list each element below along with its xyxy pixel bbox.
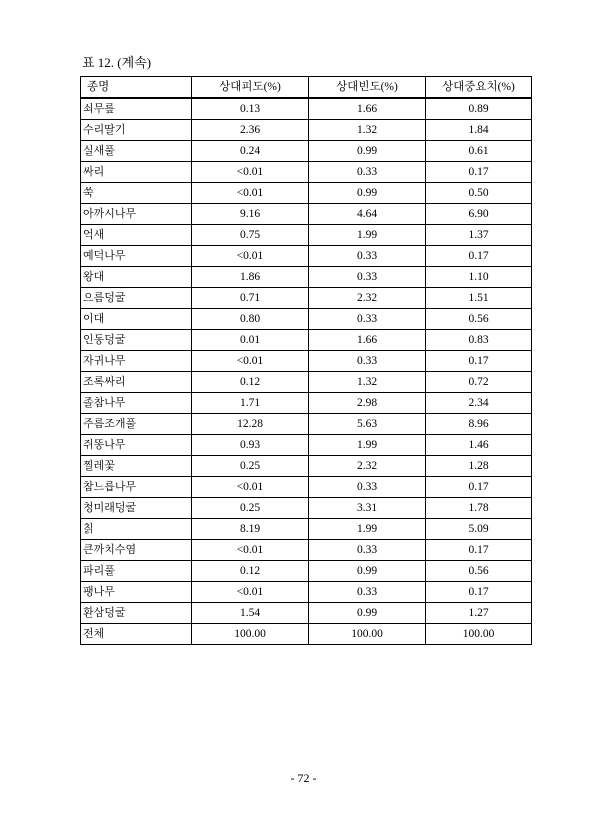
cell-relative-frequency: 0.33	[309, 246, 426, 267]
cell-relative-frequency: 1.66	[309, 98, 426, 120]
table-row	[81, 561, 532, 582]
table-row	[81, 477, 532, 498]
table-row	[81, 372, 532, 393]
cell-relative-coverage: 9.16	[192, 204, 309, 225]
cell-relative-frequency: 0.99	[309, 183, 426, 204]
table-total-row	[81, 624, 532, 645]
cell-relative-coverage: <0.01	[192, 582, 309, 603]
cell-species-name: 환삼덩굴	[81, 603, 192, 624]
cell-relative-importance: 0.17	[426, 540, 532, 561]
cell-relative-frequency: 0.33	[309, 582, 426, 603]
cell-species-name: 자귀나무	[81, 351, 192, 372]
cell-relative-coverage: <0.01	[192, 246, 309, 267]
cell-relative-importance: 1.10	[426, 267, 532, 288]
cell-relative-frequency: 2.32	[309, 456, 426, 477]
cell-relative-frequency: 0.33	[309, 267, 426, 288]
cell-relative-coverage: 1.86	[192, 267, 309, 288]
cell-species-name: 수리딸기	[81, 120, 192, 141]
cell-relative-coverage: 0.01	[192, 330, 309, 351]
cell-species-name: 참느릅나무	[81, 477, 192, 498]
cell-relative-coverage: 1.54	[192, 603, 309, 624]
cell-species-name: 팽나무	[81, 582, 192, 603]
table-row	[81, 603, 532, 624]
table-row	[81, 498, 532, 519]
table-row	[81, 98, 532, 120]
cell-relative-importance: 0.61	[426, 141, 532, 162]
cell-relative-frequency: 1.99	[309, 435, 426, 456]
cell-relative-coverage: 100.00	[192, 624, 309, 645]
cell-relative-coverage: 2.36	[192, 120, 309, 141]
cell-species-name: 찔레꽃	[81, 456, 192, 477]
table-row	[81, 183, 532, 204]
cell-relative-frequency: 5.63	[309, 414, 426, 435]
cell-relative-coverage: 0.25	[192, 498, 309, 519]
species-importance-table	[80, 76, 532, 645]
table-row	[81, 519, 532, 540]
table-row	[81, 582, 532, 603]
cell-relative-frequency: 0.33	[309, 477, 426, 498]
cell-relative-importance: 0.56	[426, 561, 532, 582]
cell-relative-coverage: 0.13	[192, 98, 309, 120]
cell-relative-coverage: <0.01	[192, 183, 309, 204]
cell-relative-coverage: 0.75	[192, 225, 309, 246]
cell-relative-importance: 0.56	[426, 309, 532, 330]
cell-relative-importance: 100.00	[426, 624, 532, 645]
cell-relative-coverage: 0.93	[192, 435, 309, 456]
cell-relative-frequency: 1.66	[309, 330, 426, 351]
cell-relative-frequency: 0.33	[309, 162, 426, 183]
cell-species-name: 파리풀	[81, 561, 192, 582]
cell-species-name: 싸리	[81, 162, 192, 183]
cell-species-name: 예덕나무	[81, 246, 192, 267]
table-row	[81, 288, 532, 309]
cell-relative-frequency: 0.99	[309, 141, 426, 162]
cell-relative-importance: 1.28	[426, 456, 532, 477]
cell-species-name: 전체	[81, 624, 192, 645]
cell-species-name: 왕대	[81, 267, 192, 288]
table-row	[81, 351, 532, 372]
cell-relative-coverage: 0.80	[192, 309, 309, 330]
cell-relative-frequency: 0.99	[309, 603, 426, 624]
cell-species-name: 억새	[81, 225, 192, 246]
cell-relative-coverage: <0.01	[192, 351, 309, 372]
cell-relative-importance: 0.50	[426, 183, 532, 204]
table-header-row	[81, 77, 532, 99]
cell-relative-frequency: 1.99	[309, 519, 426, 540]
cell-relative-importance: 8.96	[426, 414, 532, 435]
cell-relative-importance: 0.17	[426, 477, 532, 498]
cell-relative-importance: 5.09	[426, 519, 532, 540]
cell-species-name: 아까시나무	[81, 204, 192, 225]
cell-relative-coverage: 8.19	[192, 519, 309, 540]
cell-relative-frequency: 2.32	[309, 288, 426, 309]
table-row	[81, 141, 532, 162]
cell-relative-importance: 0.72	[426, 372, 532, 393]
table-row	[81, 204, 532, 225]
cell-relative-coverage: 0.24	[192, 141, 309, 162]
cell-relative-coverage: 0.12	[192, 561, 309, 582]
cell-relative-importance: 1.46	[426, 435, 532, 456]
cell-relative-importance: 1.84	[426, 120, 532, 141]
table-row	[81, 540, 532, 561]
cell-relative-importance: 0.17	[426, 162, 532, 183]
cell-relative-frequency: 1.99	[309, 225, 426, 246]
cell-species-name: 큰까치수염	[81, 540, 192, 561]
cell-relative-coverage: 0.71	[192, 288, 309, 309]
cell-relative-coverage: 0.12	[192, 372, 309, 393]
cell-species-name: 인동덩굴	[81, 330, 192, 351]
table-row	[81, 435, 532, 456]
cell-relative-frequency: 100.00	[309, 624, 426, 645]
cell-relative-importance: 0.17	[426, 351, 532, 372]
cell-relative-importance: 1.27	[426, 603, 532, 624]
cell-species-name: 실새풀	[81, 141, 192, 162]
page-number: - 72 -	[290, 771, 317, 785]
cell-relative-frequency: 3.31	[309, 498, 426, 519]
cell-relative-importance: 0.17	[426, 582, 532, 603]
header-species: 종명	[81, 77, 192, 99]
cell-species-name: 칡	[81, 519, 192, 540]
cell-relative-importance: 1.37	[426, 225, 532, 246]
table-caption: 표 12. (계속)	[82, 55, 152, 70]
cell-species-name: 쇠무릎	[81, 98, 192, 120]
cell-species-name: 조록싸리	[81, 372, 192, 393]
table-row	[81, 456, 532, 477]
cell-relative-frequency: 0.33	[309, 351, 426, 372]
cell-relative-importance: 0.89	[426, 98, 532, 120]
cell-relative-coverage: <0.01	[192, 477, 309, 498]
cell-relative-frequency: 1.32	[309, 120, 426, 141]
cell-relative-importance: 0.17	[426, 246, 532, 267]
cell-species-name: 졸참나무	[81, 393, 192, 414]
cell-relative-coverage: 1.71	[192, 393, 309, 414]
cell-relative-frequency: 0.33	[309, 540, 426, 561]
cell-species-name: 으름덩굴	[81, 288, 192, 309]
cell-relative-frequency: 0.99	[309, 561, 426, 582]
cell-species-name: 이대	[81, 309, 192, 330]
cell-relative-frequency: 2.98	[309, 393, 426, 414]
table-row	[81, 120, 532, 141]
table-row	[81, 393, 532, 414]
table-row	[81, 162, 532, 183]
cell-relative-importance: 1.78	[426, 498, 532, 519]
header-relative-frequency: 상대빈도(%)	[309, 77, 426, 99]
cell-species-name: 쥐똥나무	[81, 435, 192, 456]
cell-relative-coverage: 0.25	[192, 456, 309, 477]
table-row	[81, 246, 532, 267]
cell-relative-importance: 1.51	[426, 288, 532, 309]
table-row	[81, 267, 532, 288]
header-relative-coverage: 상대피도(%)	[192, 77, 309, 99]
cell-relative-importance: 6.90	[426, 204, 532, 225]
cell-species-name: 쑥	[81, 183, 192, 204]
table-row	[81, 414, 532, 435]
cell-relative-frequency: 1.32	[309, 372, 426, 393]
cell-relative-frequency: 0.33	[309, 309, 426, 330]
table-row	[81, 225, 532, 246]
cell-relative-coverage: 12.28	[192, 414, 309, 435]
cell-species-name: 주름조개풀	[81, 414, 192, 435]
cell-relative-coverage: <0.01	[192, 540, 309, 561]
header-relative-importance: 상대중요치(%)	[426, 77, 532, 99]
cell-relative-importance: 0.83	[426, 330, 532, 351]
cell-relative-coverage: <0.01	[192, 162, 309, 183]
table-row	[81, 330, 532, 351]
table-row	[81, 309, 532, 330]
cell-relative-importance: 2.34	[426, 393, 532, 414]
cell-species-name: 청미래덩굴	[81, 498, 192, 519]
cell-relative-frequency: 4.64	[309, 204, 426, 225]
